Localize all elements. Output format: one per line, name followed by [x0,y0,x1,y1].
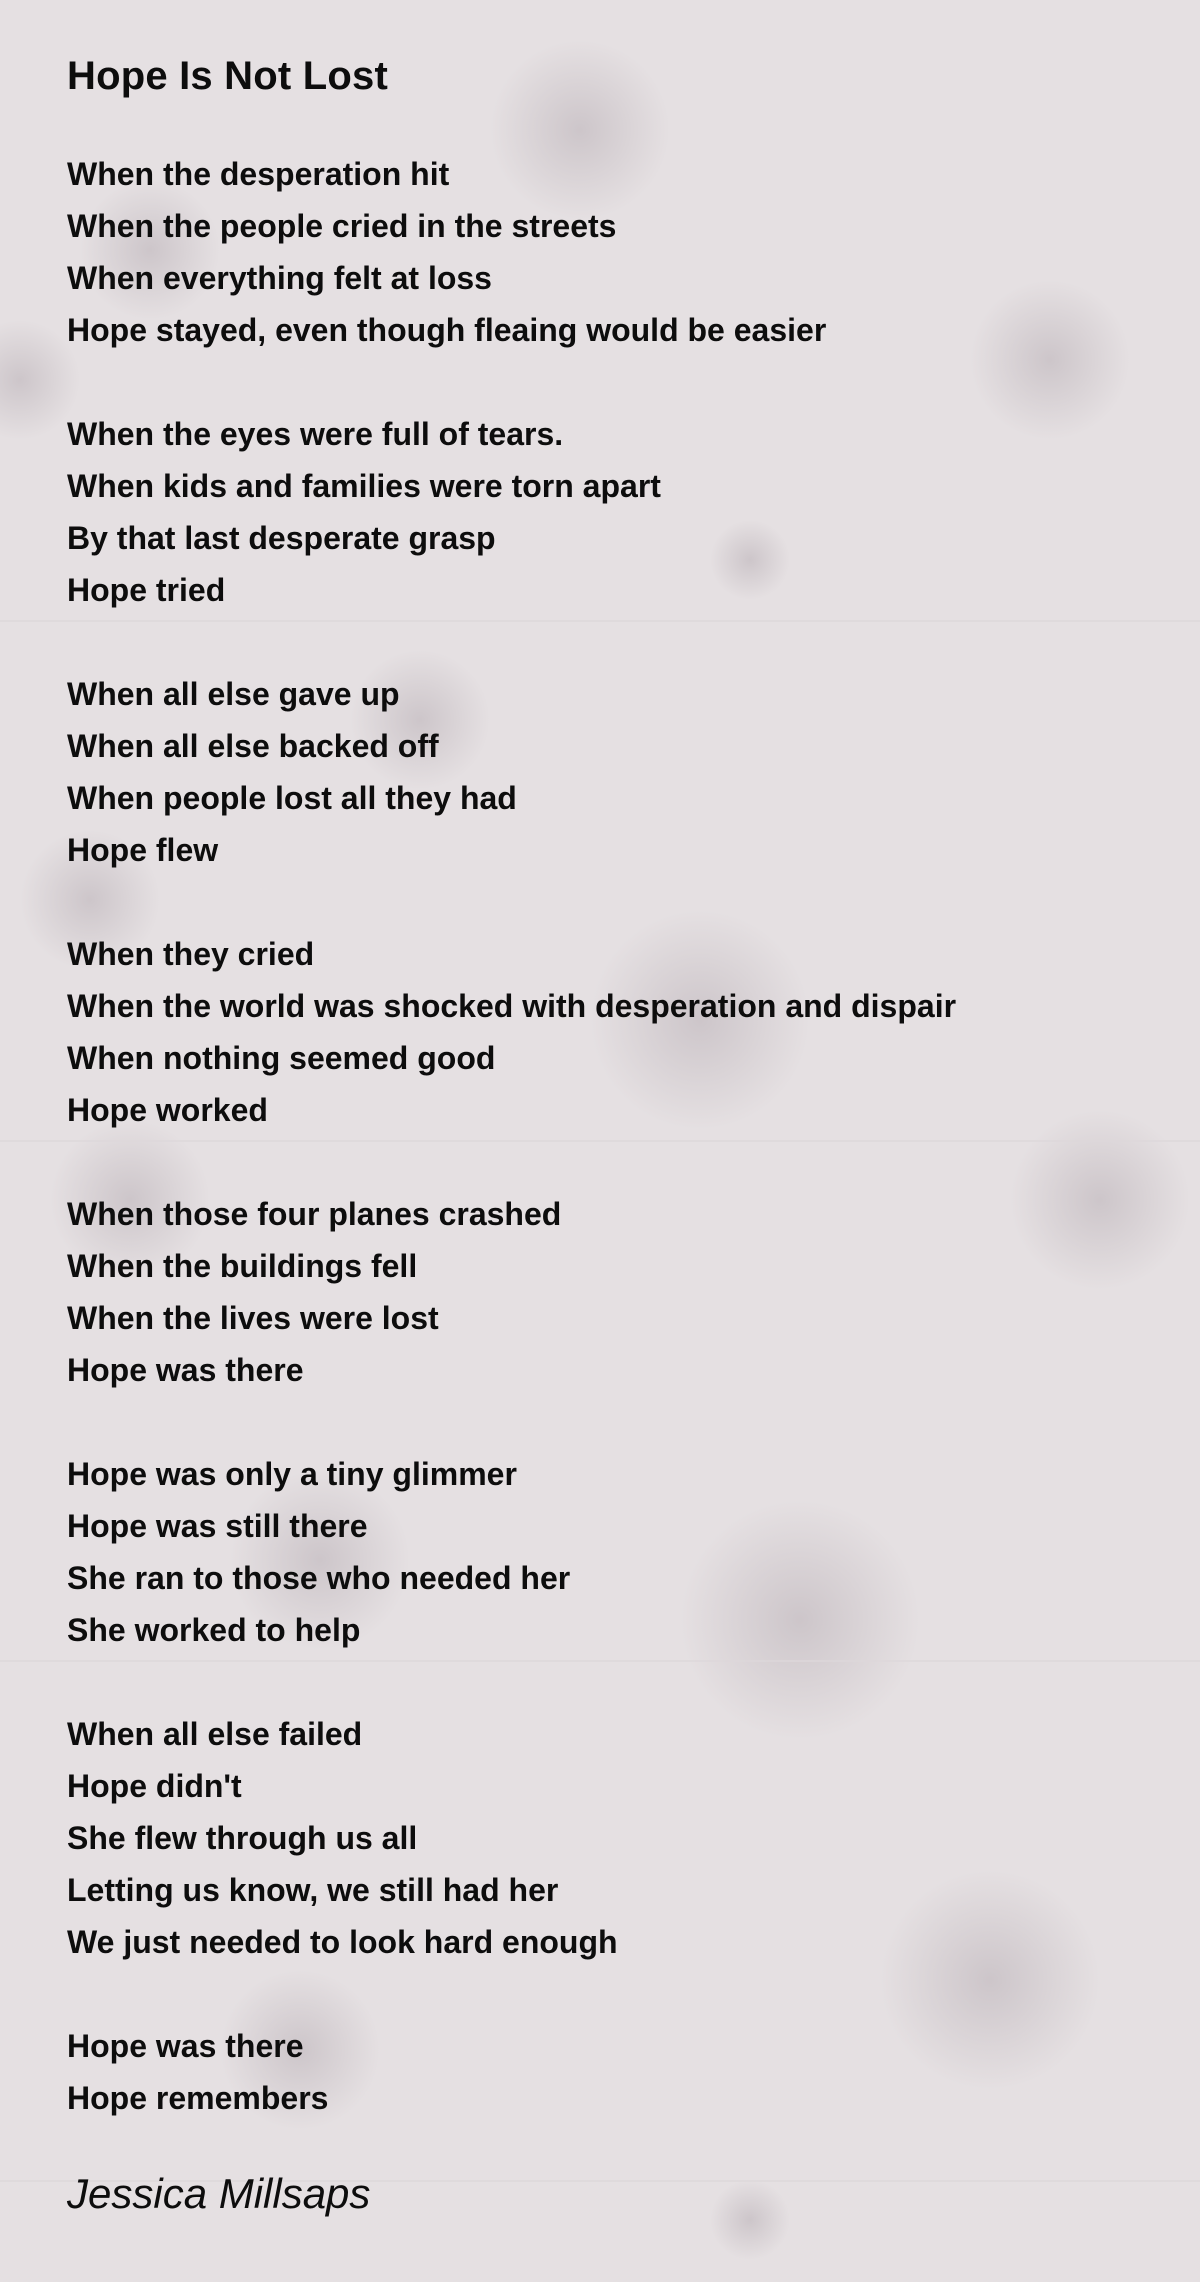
poem-line: Hope stayed, even though fleaing would be easier [67,312,827,348]
poem-line: When the people cried in the streets [67,208,617,244]
poem-line: Hope was there [67,1352,304,1388]
poem-line: We just needed to look hard enough [67,1924,618,1960]
poem-line: Hope worked [67,1092,268,1128]
poem-line: When the eyes were full of tears. [67,416,564,452]
poem-line: When the buildings fell [67,1248,418,1284]
poem-body [67,148,1167,2124]
poem-line: When people lost all they had [67,780,517,816]
stanza [67,1188,1167,1396]
poem-line: When those four planes crashed [67,1196,562,1232]
stanza [67,148,1167,356]
stanza [67,408,1167,616]
poem-line: When they cried [67,936,315,972]
poem-line: Hope remembers [67,2080,329,2116]
poem-line: When all else backed off [67,728,439,764]
poem-line: When the lives were lost [67,1300,439,1336]
poem-author: Jessica Millsaps [67,2170,371,2217]
poem-line: When the world was shocked with desperation and dispair [67,988,957,1024]
stanza [67,928,1167,1136]
poem-line: When the desperation hit [67,156,450,192]
poem-line: Hope was only a tiny glimmer [67,1456,517,1492]
poem-line: When all else failed [67,1716,363,1752]
stanza [67,668,1167,876]
poem-line: By that last desperate grasp [67,520,496,556]
stanza [67,1448,1167,1656]
poem-line: She ran to those who needed her [67,1560,571,1596]
poem-line: When nothing seemed good [67,1040,496,1076]
poem-line: She worked to help [67,1612,361,1648]
poem-line: Hope flew [67,832,219,868]
poem-line: When everything felt at loss [67,260,492,296]
poem-line: Hope didn't [67,1768,242,1804]
poem-line: When all else gave up [67,676,400,712]
poem-line: Hope was there [67,2028,304,2064]
stanza [67,2020,1167,2124]
poem-line: Hope tried [67,572,226,608]
poem-title: Hope Is Not Lost [67,54,388,98]
poem-line: Letting us know, we still had her [67,1872,559,1908]
poem-line: Hope was still there [67,1508,368,1544]
stanza [67,1708,1167,1968]
poem-line: She flew through us all [67,1820,418,1856]
poem-line: When kids and families were torn apart [67,468,661,504]
